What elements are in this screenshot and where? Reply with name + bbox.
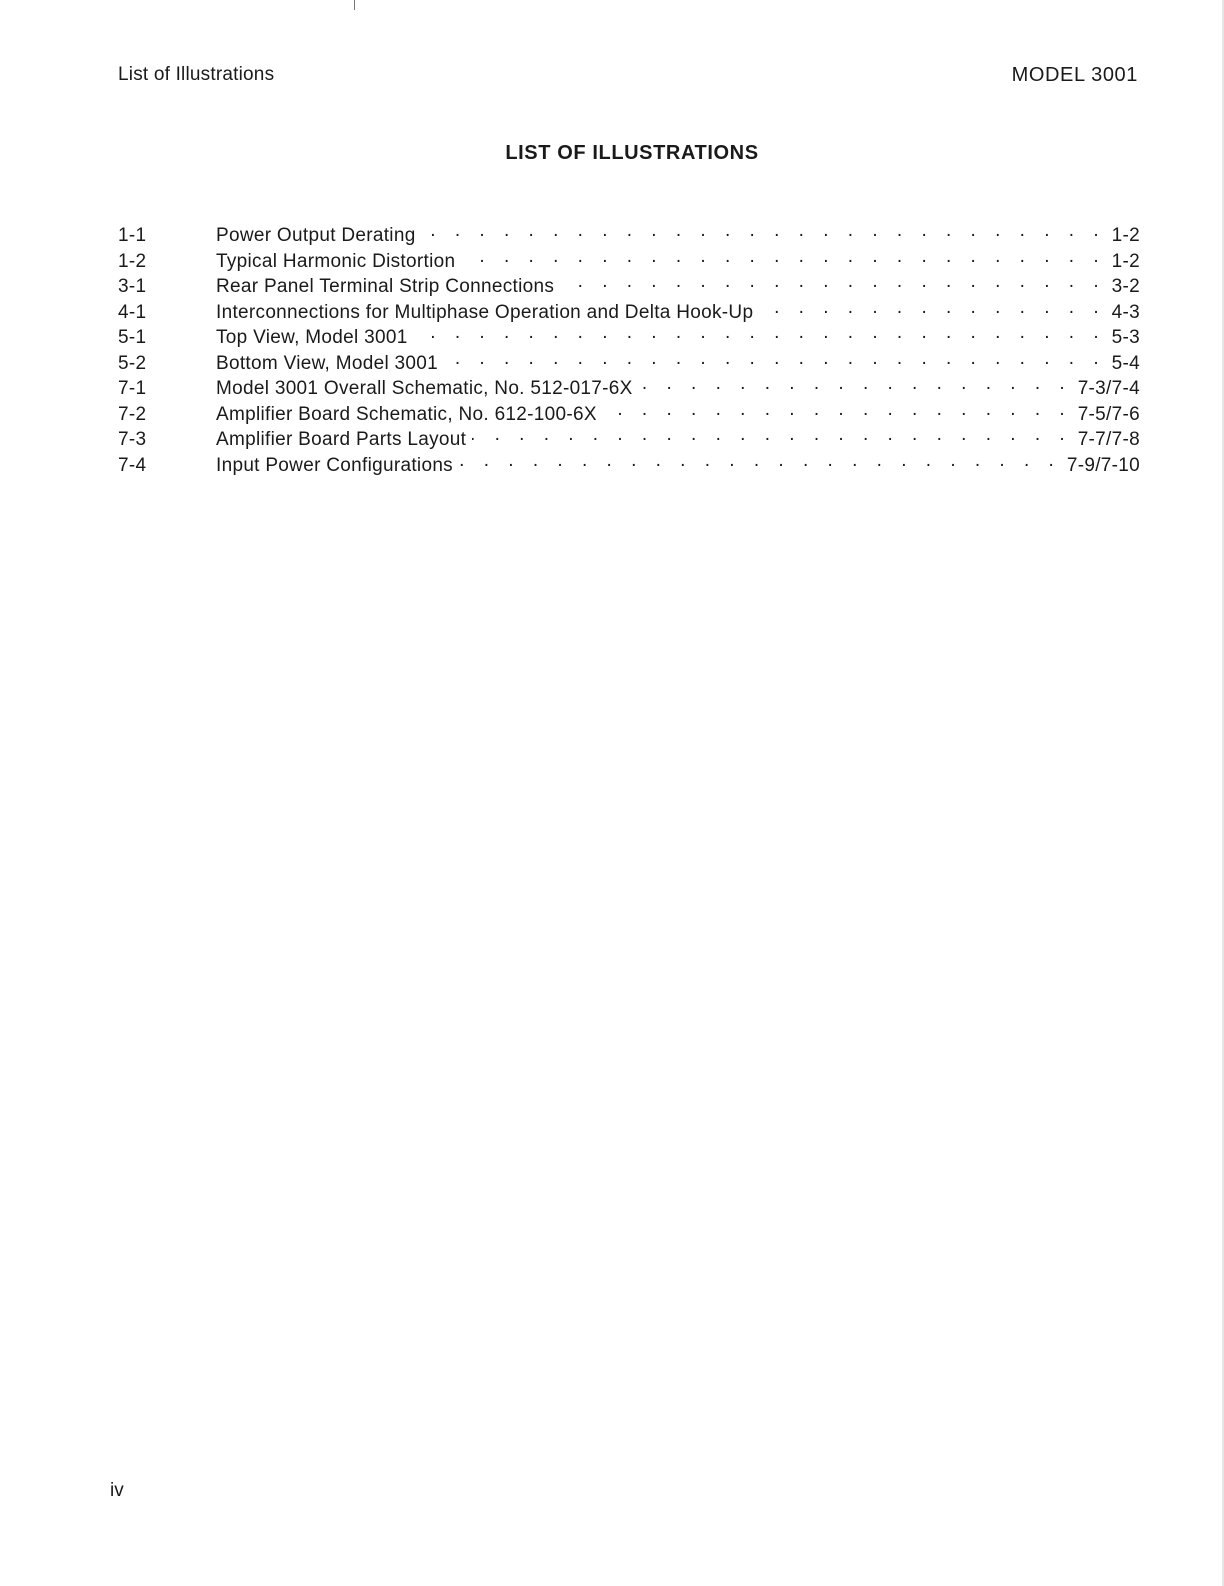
dot-leader xyxy=(759,299,1105,318)
page-title: LIST OF ILLUSTRATIONS xyxy=(505,142,759,164)
figure-page: 7-9/7-10 xyxy=(1066,454,1140,476)
list-item xyxy=(118,273,1140,299)
figure-page: 7-7/7-8 xyxy=(1077,429,1140,450)
dot-leader xyxy=(560,273,1105,292)
dot-leader xyxy=(461,248,1105,267)
figure-number: 1-2 xyxy=(118,250,147,272)
running-header-model: MODEL 3001 xyxy=(1011,64,1138,86)
figure-number: 5-1 xyxy=(118,327,147,348)
figure-page: 3-2 xyxy=(1111,276,1140,297)
figure-number: 7-1 xyxy=(118,378,147,399)
figure-title: Typical Harmonic Distortion xyxy=(216,250,456,272)
dot-leader xyxy=(444,350,1106,369)
dot-leader xyxy=(422,222,1106,241)
list-item xyxy=(118,426,1140,452)
figure-number: 5-2 xyxy=(118,352,147,374)
figure-page: 1-2 xyxy=(1111,225,1140,246)
figure-title: Rear Panel Terminal Strip Connections xyxy=(216,276,555,297)
figure-number: 4-1 xyxy=(118,301,147,323)
list-item xyxy=(118,324,1140,350)
list-item xyxy=(118,401,1140,427)
figure-number: 7-3 xyxy=(118,429,147,450)
page-number: iv xyxy=(110,1480,124,1501)
scan-mark xyxy=(354,0,355,10)
figure-number: 1-1 xyxy=(118,225,147,246)
figure-page: 1-2 xyxy=(1111,250,1140,272)
figure-number: 7-2 xyxy=(118,403,147,425)
list-item xyxy=(118,350,1140,376)
figure-page: 5-3 xyxy=(1111,327,1140,348)
list-item xyxy=(118,299,1140,325)
figure-title: Power Output Derating xyxy=(216,225,416,246)
dot-leader xyxy=(414,324,1106,343)
figure-title: Interconnections for Multiphase Operation and Delta Hook-Up xyxy=(216,301,754,323)
list-item xyxy=(118,248,1140,274)
dot-leader xyxy=(603,401,1072,420)
figure-title: Top View, Model 3001 xyxy=(216,327,408,348)
list-item xyxy=(118,452,1140,478)
dot-leader xyxy=(459,452,1061,471)
running-header-section: List of Illustrations xyxy=(118,64,275,85)
dot-leader xyxy=(639,375,1072,394)
figure-page: 7-3/7-4 xyxy=(1077,378,1140,399)
figure-title: Bottom View, Model 3001 xyxy=(216,352,439,374)
figure-number: 7-4 xyxy=(118,454,147,476)
figure-page: 5-4 xyxy=(1111,352,1140,374)
figure-page: 4-3 xyxy=(1111,301,1140,323)
dot-leader xyxy=(472,426,1071,445)
figure-title: Amplifier Board Schematic, No. 612-100-6X xyxy=(216,403,597,425)
figure-title: Model 3001 Overall Schematic, No. 512-017-6X xyxy=(216,378,633,399)
figure-page: 7-5/7-6 xyxy=(1077,403,1140,425)
figure-number: 3-1 xyxy=(118,276,147,297)
figure-title: Input Power Configurations xyxy=(216,454,453,476)
illustrations-list xyxy=(118,222,1140,477)
list-item xyxy=(118,222,1140,248)
list-item xyxy=(118,375,1140,401)
figure-title: Amplifier Board Parts Layout xyxy=(216,429,467,450)
